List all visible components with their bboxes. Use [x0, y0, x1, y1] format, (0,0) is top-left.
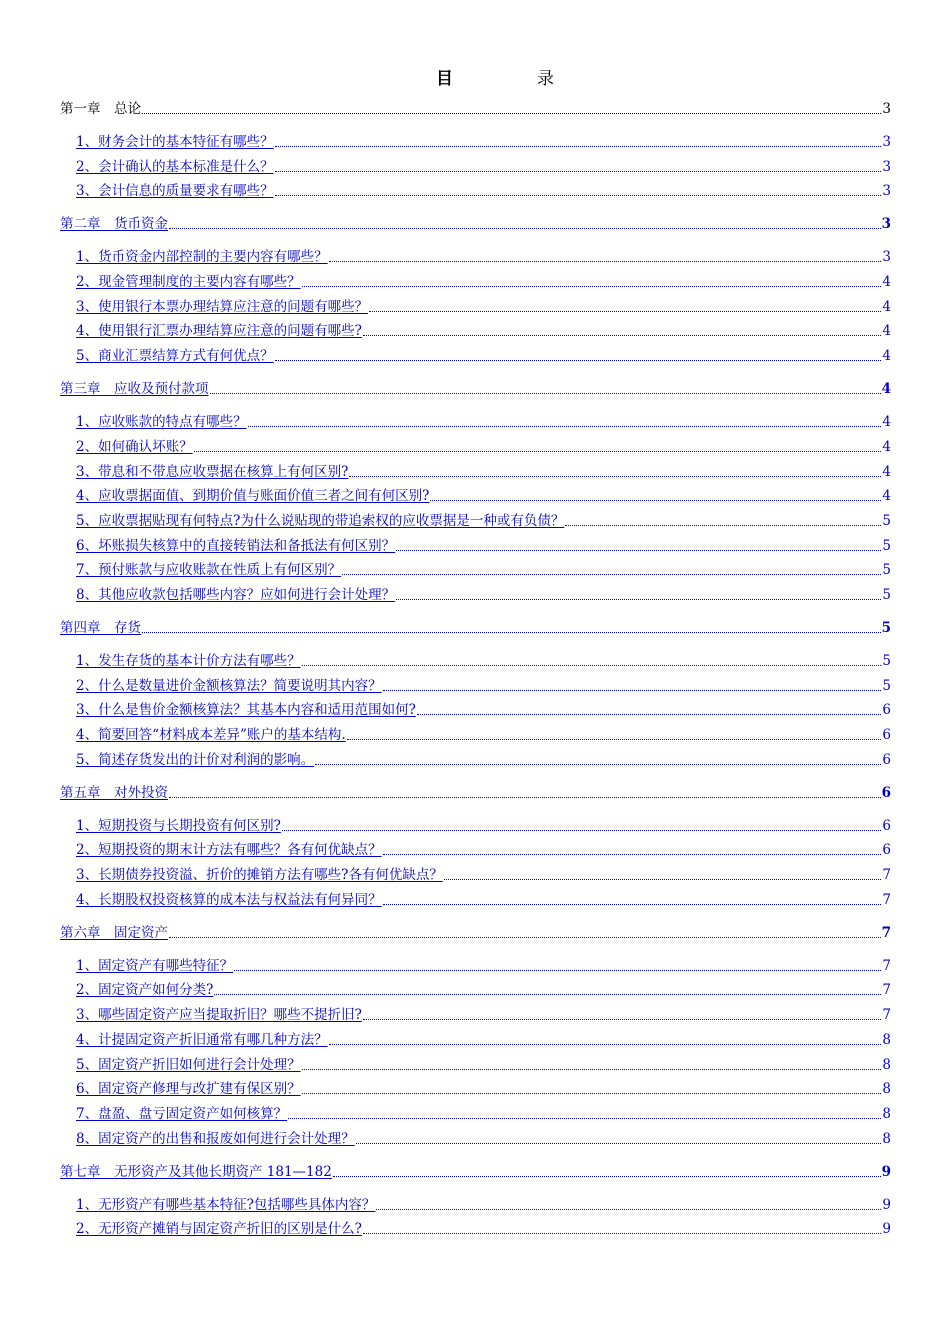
toc-entry-text[interactable]: 4、应收票据面值、到期价值与账面价值三者之间有何区别? [76, 488, 430, 505]
toc-page-number[interactable]: 8 [882, 1130, 891, 1147]
toc-dot-leader [356, 1143, 882, 1144]
toc-title [0, 64, 950, 88]
toc-dot-leader [383, 904, 882, 905]
toc-page-number[interactable]: 4 [882, 298, 891, 315]
toc-section-entry[interactable] [60, 461, 891, 481]
toc-dot-leader [376, 1209, 881, 1210]
toc-dot-leader [214, 994, 881, 995]
toc-title-part2: 录 [537, 69, 554, 89]
toc-page-number[interactable]: 5 [882, 652, 891, 669]
toc-dot-leader [396, 599, 881, 600]
toc-section-entry[interactable] [60, 535, 891, 555]
toc-chapter-entry [60, 98, 891, 118]
toc-dot-leader [315, 764, 881, 765]
toc-dot-leader [349, 476, 881, 477]
toc-page-number[interactable]: 6 [881, 784, 891, 801]
toc-section-entry[interactable] [60, 131, 891, 151]
toc-entry-text: 第一章 总论 [60, 101, 141, 117]
toc-entry-text[interactable]: 1、短期投资与长期投资有何区别? [76, 817, 281, 834]
toc-section-entry[interactable] [60, 1078, 891, 1098]
toc-section-entry[interactable] [60, 296, 891, 316]
toc-section-entry[interactable] [60, 839, 891, 859]
toc-entry-text[interactable]: 2、无形资产摊销与固定资产折旧的区别是什么? [76, 1221, 362, 1238]
toc-entry-text[interactable]: 第七章 无形资产及其他长期资产 181—182 [60, 1163, 332, 1180]
toc-entry-text[interactable]: 5、固定资产折旧如何进行会计处理？ [76, 1056, 301, 1073]
toc-entry-text[interactable]: 3、哪些固定资产应当提取折旧？哪些不提折旧? [76, 1007, 362, 1024]
toc-section-entry[interactable] [60, 271, 891, 291]
toc-page-number[interactable]: 8 [882, 1056, 891, 1073]
toc-entry-text[interactable]: 2、什么是数量进价金额核算法？简要说明其内容？ [76, 677, 382, 694]
toc-entry-text[interactable]: 4、长期股权投资核算的成本法与权益法有何异同？ [76, 891, 382, 908]
toc-entry-text[interactable]: 1、财务会计的基本特征有哪些？ [76, 134, 274, 150]
toc-page-number[interactable]: 3 [882, 134, 891, 150]
toc-page-number[interactable]: 7 [881, 924, 891, 941]
toc-page-number[interactable]: 5 [882, 677, 891, 694]
toc-dot-leader [210, 393, 881, 394]
toc-entry-text[interactable]: 6、坏账损失核算中的直接转销法和备抵法有何区别？ [76, 537, 396, 554]
toc-entry-text[interactable]: 5、商业汇票结算方式有何优点？ [76, 348, 274, 365]
toc-entry-text[interactable]: 8、其他应收款包括哪些内容？应如何进行会计处理？ [76, 586, 396, 603]
toc-page-number: 3 [882, 101, 891, 117]
toc-section-entry[interactable] [60, 864, 891, 884]
table-of-contents [60, 98, 891, 1238]
toc-page-number[interactable]: 9 [882, 1196, 891, 1213]
toc-section-entry[interactable] [60, 411, 891, 431]
toc-section-entry[interactable] [60, 955, 891, 975]
toc-dot-leader [369, 311, 881, 312]
toc-page-number[interactable]: 4 [882, 323, 891, 340]
toc-dot-leader [329, 1044, 882, 1045]
toc-section-entry[interactable] [60, 1128, 891, 1148]
toc-chapter-entry[interactable] [60, 378, 891, 398]
toc-entry-text[interactable]: 4、计提固定资产折旧通常有哪几种方法？ [76, 1031, 328, 1048]
toc-page-number[interactable]: 7 [882, 867, 891, 884]
toc-entry-text[interactable]: 7、预付账款与应收账款在性质上有何区别？ [76, 562, 342, 579]
toc-page-number[interactable]: 9 [882, 1221, 891, 1238]
toc-entry-text[interactable]: 2、如何确认坏账？ [76, 438, 193, 455]
toc-entry-text[interactable]: 2、现金管理制度的主要内容有哪些？ [76, 274, 301, 291]
toc-page-number[interactable]: 7 [882, 982, 891, 999]
toc-entry-text[interactable]: 第五章 对外投资 [60, 784, 168, 801]
toc-dot-leader [169, 797, 881, 798]
toc-entry-text[interactable]: 第三章 应收及预付款项 [60, 381, 209, 398]
toc-entry-text[interactable]: 3、使用银行本票办理结算应注意的问题有哪些？ [76, 298, 369, 315]
toc-page-number[interactable]: 8 [882, 1105, 891, 1122]
toc-dot-leader [275, 171, 882, 172]
toc-section-entry[interactable] [60, 1103, 891, 1123]
toc-section-entry[interactable] [60, 749, 891, 769]
toc-section-entry[interactable] [60, 675, 891, 695]
toc-page-number[interactable]: 5 [882, 562, 891, 579]
toc-page-number[interactable]: 7 [882, 891, 891, 908]
toc-chapter-entry[interactable] [60, 782, 891, 802]
toc-entry-text[interactable]: 第六章 固定资产 [60, 924, 168, 941]
toc-entry-text[interactable]: 3、长期债券投资溢、折价的摊销方法有哪些?各有何优缺点？ [76, 867, 443, 884]
toc-entry-text[interactable]: 6、固定资产修理与改扩建有保区别？ [76, 1081, 301, 1098]
toc-page-number[interactable]: 8 [882, 1031, 891, 1048]
toc-page-number[interactable]: 3 [882, 158, 891, 175]
toc-dot-leader [234, 970, 881, 971]
toc-dot-leader [417, 714, 882, 715]
toc-entry-text[interactable]: 8、固定资产的出售和报废如何进行会计处理？ [76, 1130, 355, 1147]
toc-page-number[interactable]: 7 [882, 1007, 891, 1024]
toc-page-number[interactable]: 5 [882, 537, 891, 554]
toc-dot-leader [342, 574, 881, 575]
toc-section-entry[interactable] [60, 889, 891, 909]
toc-section-entry[interactable] [60, 650, 891, 670]
toc-page-number[interactable]: 6 [882, 751, 891, 768]
toc-section-entry[interactable] [60, 246, 891, 266]
toc-section-entry[interactable] [60, 1054, 891, 1074]
toc-section-entry[interactable] [60, 320, 891, 340]
toc-dot-leader [444, 879, 882, 880]
toc-dot-leader [565, 525, 881, 526]
toc-entry-text[interactable]: 1、无形资产有哪些基本特征?包括哪些具体内容？ [76, 1196, 376, 1213]
toc-entry-text[interactable]: 2、短期投资的期末计方法有哪些？各有何优缺点？ [76, 842, 382, 859]
toc-dot-leader [302, 286, 882, 287]
toc-section-entry[interactable] [60, 1004, 891, 1024]
toc-page-number[interactable]: 6 [882, 727, 891, 743]
toc-section-entry[interactable] [60, 436, 891, 456]
toc-page-number[interactable]: 4 [882, 414, 891, 431]
toc-entry-text[interactable]: 5、应收票据贴现有何特点?为什么说贴现的带追索权的应收票据是一种或有负债？ [76, 512, 565, 529]
toc-section-entry[interactable] [60, 584, 891, 604]
toc-entry-text[interactable]: 2、会计确认的基本标准是什么？ [76, 158, 274, 175]
toc-entry-text[interactable]: 1、货币资金内部控制的主要内容有哪些？ [76, 249, 328, 266]
toc-dot-leader [142, 632, 881, 633]
toc-chapter-entry[interactable] [60, 1161, 891, 1181]
toc-entry-text[interactable]: 3、什么是售价金额核算法？其基本内容和适用范围如何? [76, 702, 416, 719]
toc-chapter-entry[interactable] [60, 213, 891, 233]
toc-entry-text[interactable]: 4、使用银行汇票办理结算应注意的问题有哪些? [76, 323, 362, 340]
toc-section-entry[interactable] [60, 1029, 891, 1049]
toc-page-number[interactable]: 8 [882, 1081, 891, 1098]
toc-title-part1: 目 [436, 69, 453, 89]
toc-section-entry[interactable] [60, 180, 891, 200]
toc-dot-leader [275, 195, 882, 196]
toc-entry-text[interactable]: 1、应收账款的特点有哪些？ [76, 414, 247, 431]
toc-entry-text[interactable]: 1、发生存货的基本计价方法有哪些？ [76, 652, 301, 669]
toc-chapter-entry[interactable] [60, 922, 891, 942]
toc-dot-leader [329, 261, 882, 262]
toc-dot-leader [275, 360, 882, 361]
toc-dot-leader [169, 937, 881, 938]
toc-page-number[interactable]: 3 [882, 183, 891, 200]
toc-page-number[interactable]: 4 [882, 274, 891, 291]
toc-dot-leader [302, 665, 882, 666]
toc-entry-text[interactable]: 第二章 货币资金 [60, 216, 168, 233]
toc-dot-leader [169, 228, 881, 229]
toc-section-entry[interactable] [60, 485, 891, 505]
toc-page-number[interactable]: 5 [882, 512, 891, 529]
toc-dot-leader [363, 1233, 882, 1234]
toc-section-entry[interactable] [60, 510, 891, 530]
toc-dot-leader [396, 550, 881, 551]
toc-dot-leader [302, 1069, 882, 1070]
toc-page-number[interactable]: 6 [882, 842, 891, 859]
toc-page-number[interactable]: 3 [881, 216, 891, 233]
toc-page-number[interactable]: 4 [882, 438, 891, 455]
toc-page-number[interactable]: 7 [882, 957, 891, 974]
toc-section-entry[interactable] [60, 559, 891, 579]
toc-page-number[interactable]: 5 [882, 586, 891, 603]
toc-dot-leader [363, 335, 882, 336]
toc-section-entry[interactable] [60, 1218, 891, 1238]
toc-page-number[interactable]: 6 [882, 817, 891, 834]
toc-dot-leader [275, 146, 882, 147]
toc-page-number[interactable]: 9 [881, 1163, 891, 1180]
toc-entry-text[interactable]: 7、盘盈、盘亏固定资产如何核算？ [76, 1105, 288, 1122]
toc-dot-leader [333, 1176, 881, 1177]
toc-entry-text[interactable]: 3、会计信息的质量要求有哪些？ [76, 183, 274, 200]
toc-page-number[interactable]: 4 [882, 488, 891, 505]
toc-section-entry[interactable] [60, 815, 891, 835]
toc-entry-text[interactable]: 4、简要回答“材料成本差异”账户的基本结构. [76, 727, 346, 743]
toc-dot-leader [383, 690, 882, 691]
toc-section-entry[interactable] [60, 724, 891, 744]
toc-dot-leader [288, 1118, 881, 1119]
toc-dot-leader [430, 500, 881, 501]
toc-entry-text[interactable]: 3、带息和不带息应收票据在核算上有何区别? [76, 463, 349, 480]
toc-entry-text[interactable]: 1、固定资产有哪些特征？ [76, 957, 234, 974]
toc-dot-leader [302, 1093, 882, 1094]
toc-dot-leader [347, 739, 882, 740]
toc-entry-text[interactable]: 5、简述存货发出的计价对利润的影响。 [76, 751, 315, 768]
toc-page-number[interactable]: 6 [882, 702, 891, 719]
toc-chapter-entry[interactable] [60, 617, 891, 637]
toc-page-number[interactable]: 4 [882, 463, 891, 480]
toc-section-entry[interactable] [60, 156, 891, 176]
toc-dot-leader [142, 113, 881, 114]
toc-page-number[interactable]: 4 [882, 348, 891, 365]
toc-entry-text[interactable]: 第四章 存货 [60, 619, 141, 636]
toc-entry-text[interactable]: 2、固定资产如何分类? [76, 982, 214, 999]
toc-dot-leader [383, 854, 882, 855]
toc-dot-leader [363, 1019, 882, 1020]
toc-page-number[interactable]: 5 [881, 619, 891, 636]
toc-section-entry[interactable] [60, 979, 891, 999]
toc-section-entry[interactable] [60, 345, 891, 365]
toc-dot-leader [282, 830, 882, 831]
toc-page-number[interactable]: 3 [882, 249, 891, 266]
toc-dot-leader [194, 451, 882, 452]
toc-section-entry[interactable] [60, 699, 891, 719]
toc-page-number[interactable]: 4 [881, 381, 891, 398]
toc-dot-leader [248, 426, 882, 427]
toc-section-entry[interactable] [60, 1194, 891, 1214]
